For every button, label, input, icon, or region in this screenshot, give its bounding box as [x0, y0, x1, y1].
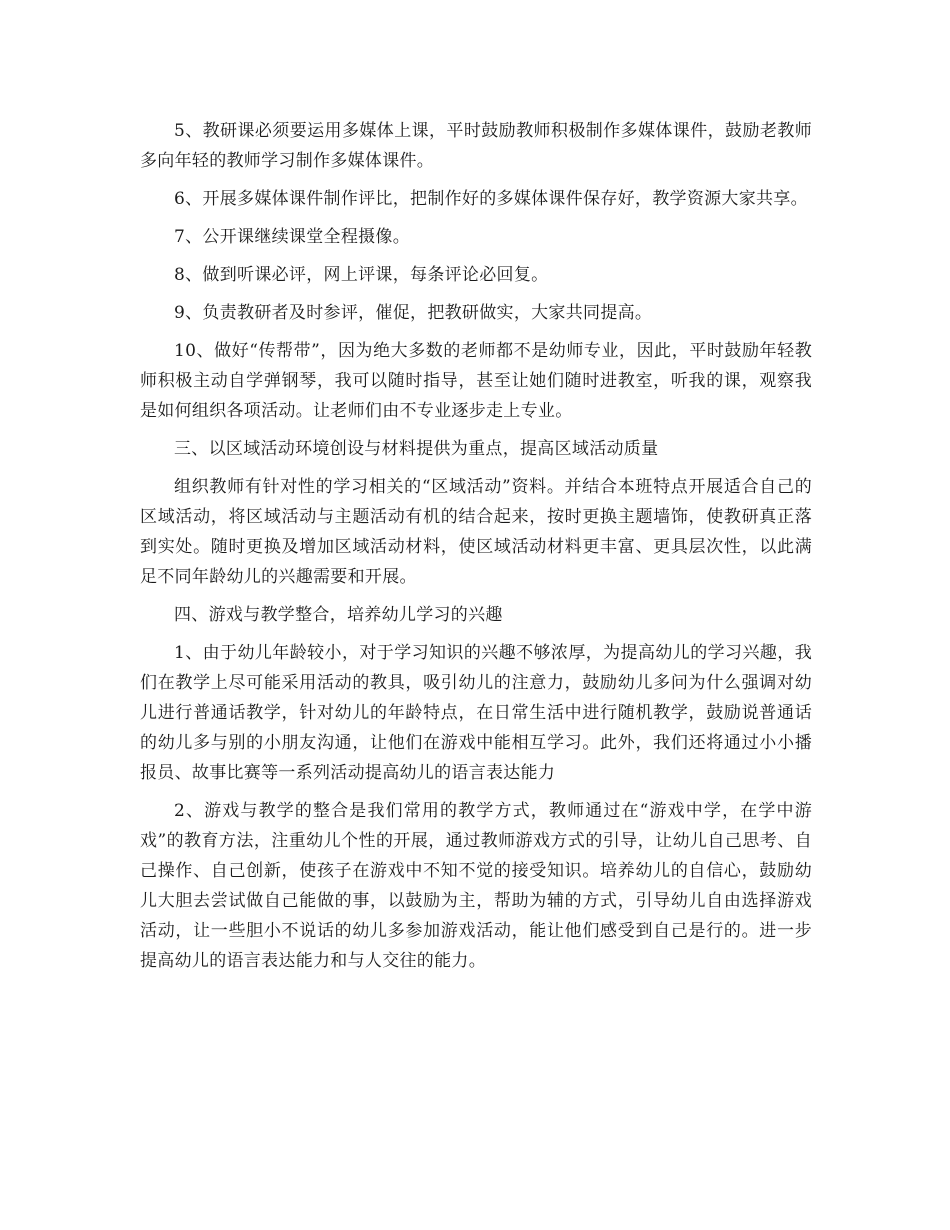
paragraph-item-9: 9、负责教研者及时参评，催促，把教研做实，大家共同提高。: [174, 303, 653, 323]
section-heading-4: 四、游戏与教学整合，培养幼儿学习的兴趣: [174, 605, 503, 625]
paragraph-item-7: 7、公开课继续课堂全程摄像。: [174, 227, 411, 247]
section-heading-3: 三、以区域活动环境创设与材料提供为重点，提高区域活动质量: [174, 439, 659, 459]
paragraph-item-10: 10、做好“传帮带”，因为绝大多数的老师都不是幼师专业，因此，平时鼓励年轻教师积极主动自学弹钢琴，我可以随时指导，甚至让她们随时进教室，听我的课，观察我是如何组织各项活动。让老师们由不专业逐步走上专业。: [140, 341, 812, 421]
paragraph-game-item-1: 1、由于幼儿年龄较小，对于学习知识的兴趣不够浓厚，为提高幼儿的学习兴趣，我们在教学上尽可能采用活动的教具，吸引幼儿的注意力，鼓励幼儿多问为什么强调对幼儿进行普通话教学，针对幼儿的年龄特点，在日常生活中进行随机教学，鼓励说普通话的幼儿多与别的小朋友沟通，让他们在游戏中能相互学习。此外，我们还将通过小小播报员、故事比赛等一系列活动提高幼儿的语言表达能力: [140, 643, 812, 783]
paragraph-item-6: 6、开展多媒体课件制作评比，把制作好的多媒体课件保存好，教学资源大家共享。: [174, 189, 808, 209]
paragraph-game-item-2: 2、游戏与教学的整合是我们常用的教学方式，教师通过在“游戏中学，在学中游戏”的教育方法，注重幼儿个性的开展，通过教师游戏方式的引导，让幼儿自己思考、自己操作、自己创新，使孩子在游戏中不知不觉的接受知识。培养幼儿的自信心，鼓励幼儿大胆去尝试做自己能做的事，以鼓励为主，帮助为辅的方式，引导幼儿自由选择游戏活动，让一些胆小不说话的幼儿多参加游戏活动，能让他们感受到自己是行的。进一步提高幼儿的语言表达能力和与人交往的能力。: [140, 801, 812, 971]
paragraph-item-8: 8、做到听课必评，网上评课，每条评论必回复。: [174, 265, 549, 285]
document-body: [140, 116, 812, 984]
paragraph-regional-activities: 组织教师有针对性的学习相关的“区域活动”资料。并结合本班特点开展适合自己的区域活动，将区域活动与主题活动有机的结合起来，按时更换主题墙饰，使教研真正落到实处。随时更换及增加区域活动材料，使区域活动材料更丰富、更具层次性，以此满足不同年龄幼儿的兴趣需要和开展。: [140, 477, 812, 587]
paragraph-item-5: 5、教研课必须要运用多媒体上课，平时鼓励教师积极制作多媒体课件，鼓励老教师多向年轻的教师学习制作多媒体课件。: [140, 121, 812, 171]
